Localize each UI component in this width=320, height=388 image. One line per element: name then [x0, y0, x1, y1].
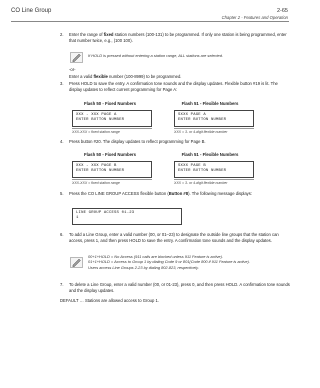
page-number: 2-65: [276, 8, 288, 14]
note-pencil-icon: [70, 52, 83, 63]
step-text: Press button #20. The display updates to reflect programming for Page B.: [69, 139, 206, 144]
step-text-pre: Enter the range of: [69, 32, 104, 37]
step-text-bold: fixed: [103, 32, 114, 37]
figure-a-caption-fixed: XXX-XXX = fixed station range: [72, 130, 120, 134]
note-2-line: 01+1+HOLD = Access to Group 1 by dialing Code 9 or 801(Code 800 if 911 Feature is active).: [88, 259, 250, 265]
lcd-display-flexible-page-a: [174, 110, 254, 127]
flex-line-post: number (100-8999) to be programmed.: [107, 74, 182, 79]
or-text: -or-: [69, 67, 76, 72]
figure-divider: [174, 128, 254, 129]
flex-line-pre: Enter a valid: [69, 74, 94, 79]
step-text: To delete a Line Group, enter a valid number (00, or 01-23), press 0, and then press HOLD. A confirmation tone sounds and the display updates.: [69, 282, 290, 294]
header-rule: [11, 21, 289, 22]
lcd-display-fixed-page-b: [72, 161, 152, 178]
flex-line-bold: flexible: [93, 74, 108, 79]
lcd-line-1: XXX - XXX PAGE B: [76, 164, 117, 168]
figure-divider: [174, 179, 254, 180]
running-header-title: CO Line Group: [11, 8, 52, 14]
step-text-post: station numbers (100-131) to be programmed. If only one station is being programmed, enter that number twice, e.g., (100 100).: [69, 32, 287, 44]
lcd-line-2: ENTER BUTTON NUMBER: [76, 118, 125, 123]
note-pencil-icon: [70, 257, 83, 268]
flexible-entry-line: [69, 74, 289, 80]
step-text: Press HOLD to save the entry. A confirmation tone sounds and the display updates. Flexible button #19 is lit. The display updates to reflect current programming for Page A:: [69, 81, 278, 93]
lcd-line-2: ENTER BUTTON NUMBER: [178, 118, 227, 123]
figure-a-title-fixed: Flash 50 - Fixed Numbers: [83, 101, 137, 106]
figure-b-title-fixed: Flash 50 - Fixed Numbers: [83, 152, 137, 157]
step-text-pre: Press the CO LINE GROUP ACCESS flexible button (: [69, 191, 169, 196]
default-note: DEFAULT … Stations are allowed access to Group 1.: [60, 298, 159, 303]
lcd-line-1: SXXX PAGE B: [178, 164, 206, 168]
figure-divider: [72, 179, 152, 180]
step-number: 6.: [60, 232, 64, 237]
note-1-text: If HOLD is pressed without entering a station range, ALL stations are selected.: [88, 53, 223, 58]
step-text: To add a Line Group, enter a valid number (00, or 01–23) to designate the outside line groups that the station can access, press 1, and then press HOLD to save the entry. A confirmation tone sounds and the display updates.: [69, 232, 279, 244]
step-text-post: ). The following message displays:: [188, 191, 253, 196]
figure-b-title-flexible: Flash 51 - Flexible Numbers: [181, 152, 239, 157]
figure-b-caption-fixed: XXX-XXX = fixed station range: [72, 181, 120, 185]
step-number: 2.: [60, 32, 64, 37]
lcd-display-flexible-page-b: [174, 161, 254, 178]
step-number: 3.: [60, 81, 64, 86]
lcd-display-line-group-access: [72, 208, 182, 225]
step-text: [69, 191, 291, 197]
lcd-line-2: 1: [76, 216, 79, 221]
step-2: [60, 32, 292, 46]
step-6: [60, 232, 292, 252]
step-number: 7.: [60, 282, 64, 287]
step-text-bold: Button #8: [168, 191, 189, 196]
note-2-line: 00+1+HOLD = No Access (911 calls are blocked unless 911 Feature is active).: [88, 254, 223, 259]
step-text: [69, 32, 291, 44]
step-number: 5.: [60, 191, 64, 196]
figure-a-title-flexible: Flash 51 - Flexible Numbers: [181, 101, 239, 106]
lcd-line-2: ENTER BUTTON NUMBER: [178, 169, 227, 174]
note-2: [70, 255, 83, 273]
step-4: [60, 139, 292, 147]
chapter-subtitle: Chapter 2 - Features and Operation: [221, 15, 288, 20]
lcd-line-1: LINE GROUP ACCESS 01-23: [76, 211, 135, 215]
step-7: [60, 282, 292, 296]
figure-divider: [72, 128, 152, 129]
step-3: [60, 81, 292, 95]
note-2-text: [88, 254, 288, 270]
step-number: 4.: [60, 139, 64, 144]
figure-a-caption-flexible: XXX = 3- or 4-digit flexible number: [174, 130, 228, 134]
lcd-line-1: XXX - XXX PAGE A: [76, 113, 117, 117]
lcd-line-1: SXXX PAGE A: [178, 113, 206, 117]
note-1: [70, 50, 83, 68]
lcd-line-2: ENTER BUTTON NUMBER: [76, 169, 125, 174]
lcd-display-fixed-page-a: [72, 110, 152, 127]
step-5: [60, 191, 292, 205]
figure-b-caption-flexible: XXX = 3- or 4-digit flexible number: [174, 181, 228, 185]
note-2-line: Users access Line Groups 2-23 by dialing 802-823, respectively.: [88, 264, 199, 270]
